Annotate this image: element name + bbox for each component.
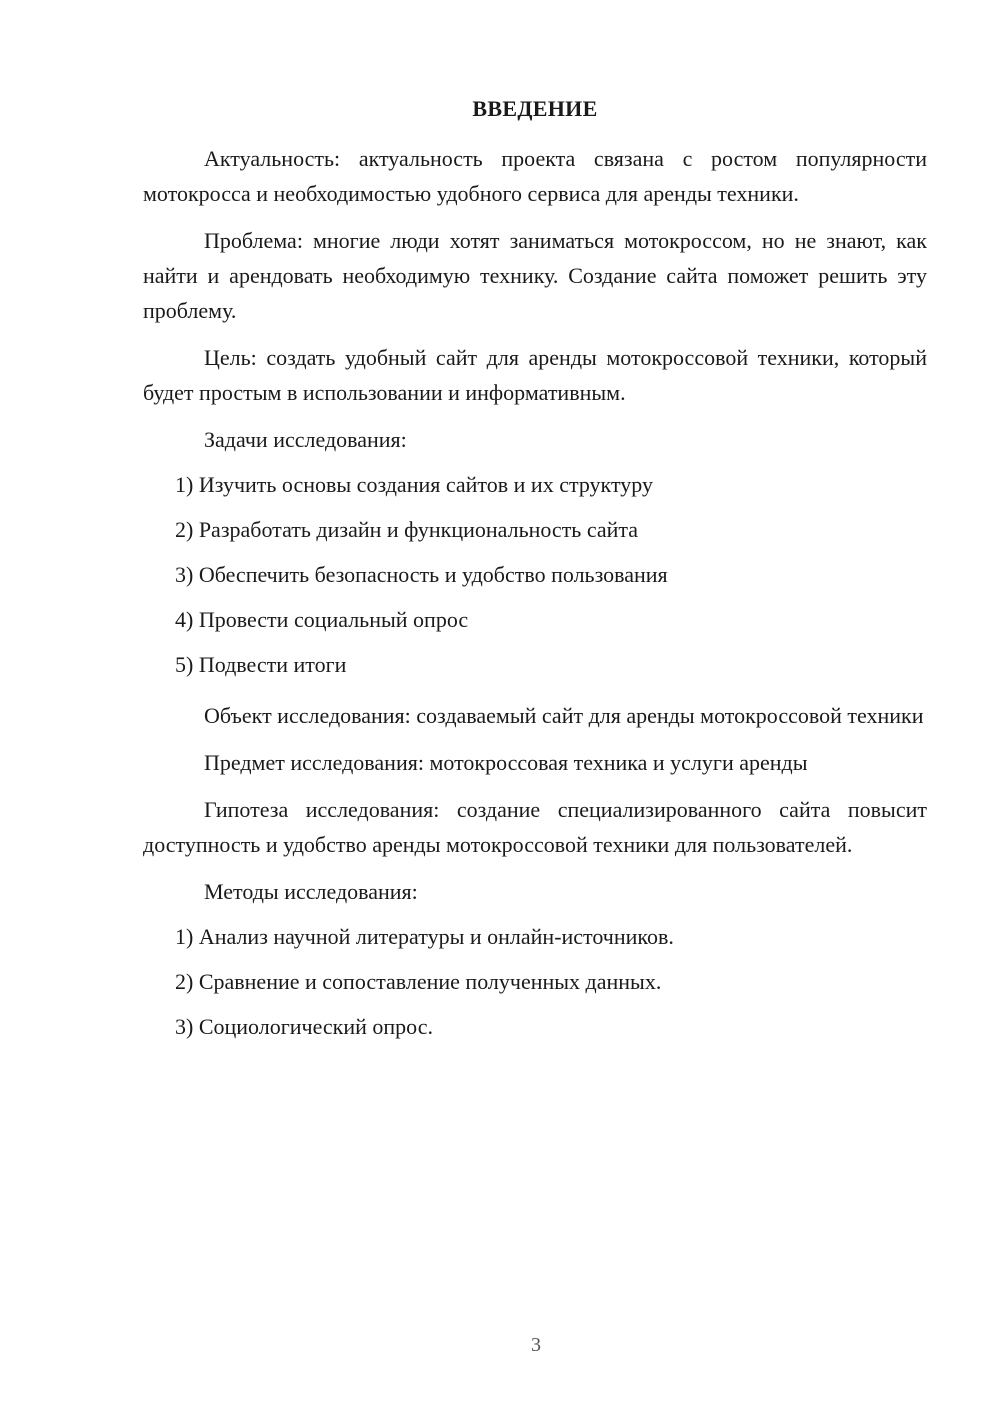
tasks-heading: Задачи исследования: bbox=[204, 427, 407, 452]
object-paragraph: Объект исследования: создаваемый сайт для аренды мотокроссовой техники bbox=[204, 703, 924, 728]
hypothesis-paragraph: Гипотеза исследования: создание специализированного сайта повысит доступность и удобство аренды мотокроссовой техники для пользователей. bbox=[143, 797, 927, 857]
relevance-paragraph: Актуальность: актуальность проекта связана с ростом популярности мотокросса и необходимостью удобного сервиса для аренды техники. bbox=[143, 146, 927, 206]
list-item: 1) Анализ научной литературы и онлайн-источников. bbox=[175, 924, 674, 949]
tasks-list bbox=[143, 467, 927, 682]
page-number: 3 bbox=[531, 1334, 541, 1356]
list-item: 4) Провести социальный опрос bbox=[175, 607, 469, 632]
methods-list bbox=[143, 919, 927, 1044]
goal-paragraph: Цель: создать удобный сайт для аренды мотокроссовой техники, который будет простым в использовании и информативным. bbox=[143, 345, 927, 405]
list-item: 2) Разработать дизайн и функциональность сайта bbox=[175, 517, 639, 542]
list-item: 1) Изучить основы создания сайтов и их структуру bbox=[175, 472, 653, 497]
list-item: 3) Обеспечить безопасность и удобство пользования bbox=[175, 562, 668, 587]
list-item: 3) Социологический опрос. bbox=[175, 1014, 433, 1039]
methods-heading: Методы исследования: bbox=[204, 879, 418, 904]
list-item: 5) Подвести итоги bbox=[175, 652, 347, 677]
page-title: ВВЕДЕНИЕ bbox=[472, 96, 598, 121]
document-body bbox=[143, 141, 927, 1054]
subject-paragraph: Предмет исследования: мотокроссовая техника и услуги аренды bbox=[204, 750, 808, 775]
list-item: 2) Сравнение и сопоставление полученных данных. bbox=[175, 969, 662, 994]
problem-paragraph: Проблема: многие люди хотят заниматься мотокроссом, но не знают, как найти и арендовать необходимую технику. Создание сайта поможет решить эту проблему. bbox=[143, 228, 927, 323]
